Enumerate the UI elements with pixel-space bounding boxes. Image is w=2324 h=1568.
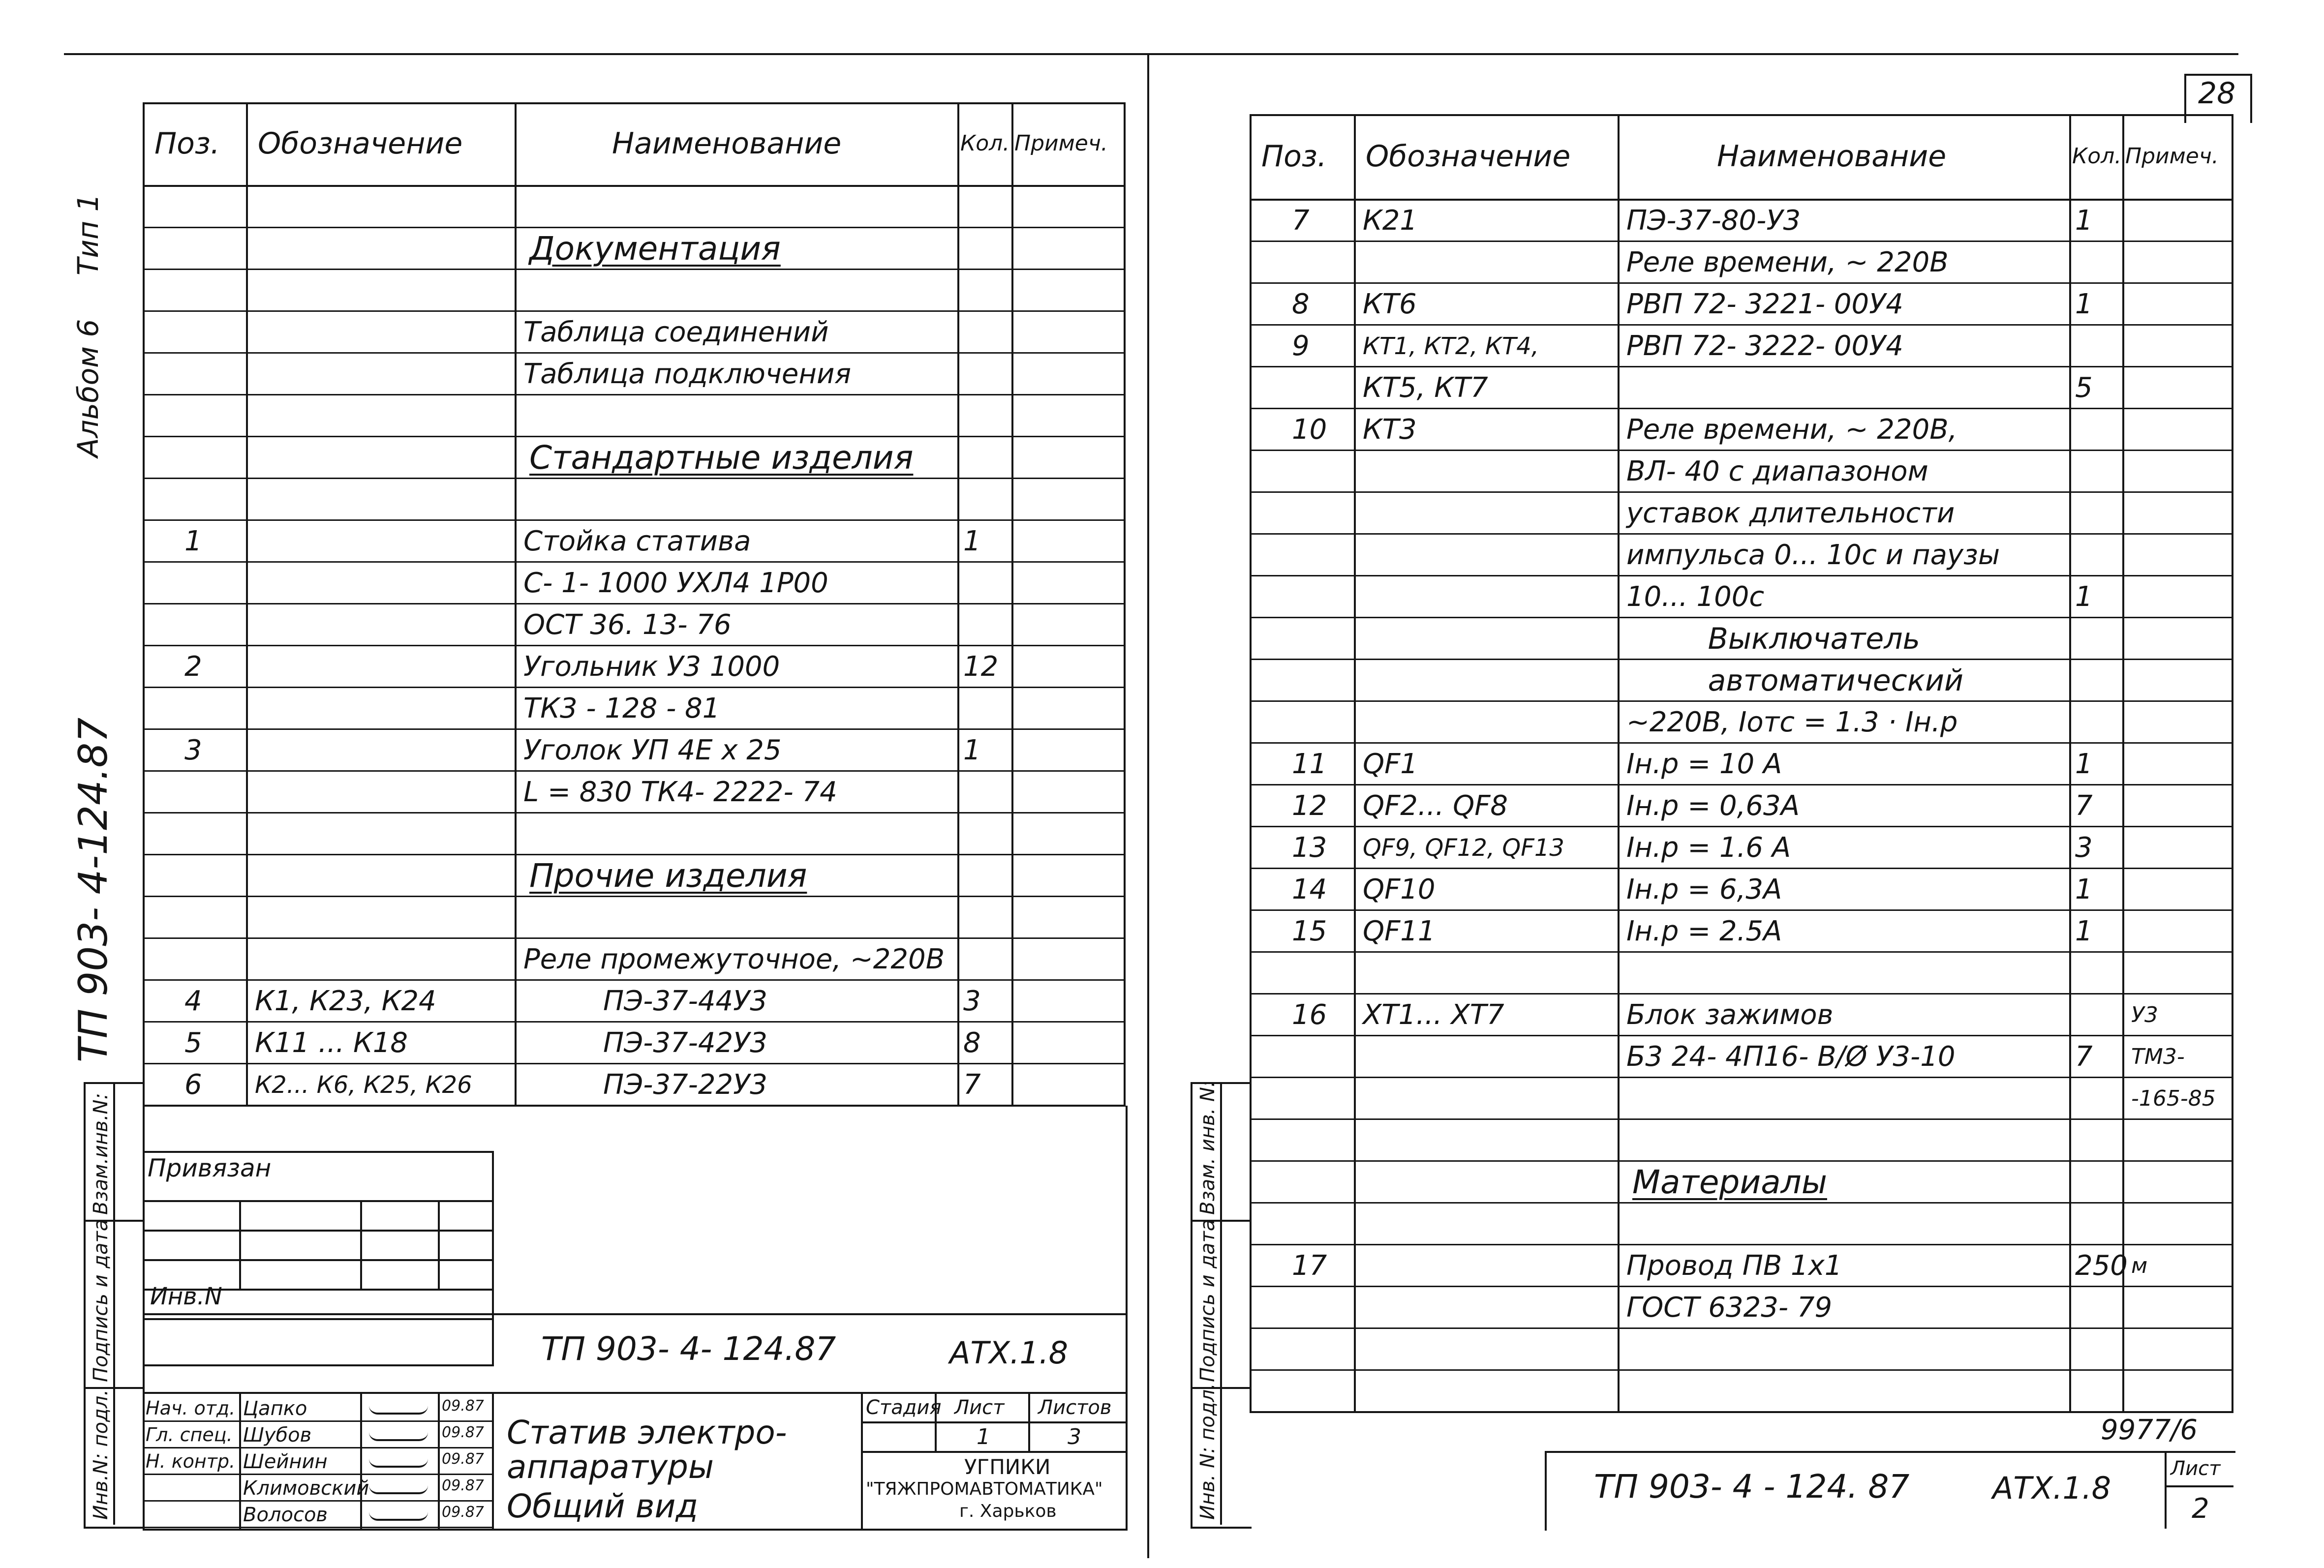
signature-role: Гл. спец. (146, 1424, 233, 1446)
right-row-line (1250, 784, 2233, 785)
inv-row (143, 1318, 494, 1320)
right-spec-table (1250, 114, 2233, 1411)
right-pos-cell: 17 (1292, 1249, 1327, 1282)
right-row-line (1250, 1160, 2233, 1162)
left-row-line (143, 352, 1126, 354)
right-header-note: Примеч. (2125, 144, 2219, 169)
right-row-line (1250, 1286, 2233, 1287)
right-name-cell: импульса 0... 10с и паузы (1626, 539, 2000, 571)
left-name-cell: ПЭ-37-44У3 (603, 985, 767, 1017)
left-row-line (143, 1063, 1126, 1064)
left-row-line (143, 979, 1126, 981)
signature-name: Климовский (243, 1477, 369, 1500)
linked-col-3 (438, 1200, 440, 1290)
right-pos-cell: 7 (1292, 204, 1310, 237)
stage-col-2 (1028, 1392, 1030, 1453)
right-sheet-row (2165, 1485, 2233, 1487)
left-row-line (143, 728, 1126, 730)
left-name-cell: Таблица подключения (523, 358, 852, 390)
right-row-line (1250, 533, 2233, 535)
right-name-cell: ПЭ-37-80-У3 (1626, 204, 1801, 237)
org-line-3: г. Харьков (959, 1501, 1057, 1521)
right-row-line (1250, 1244, 2233, 1245)
right-col-line (1354, 114, 1356, 1411)
right-name-cell: 10... 100с (1626, 580, 1765, 613)
left-header-designation: Обозначение (258, 126, 463, 161)
right-row-line (1250, 1077, 2233, 1078)
sig-col-4 (492, 1392, 494, 1529)
right-stamp-inv: Инв. N: подл. (1196, 1383, 1219, 1520)
top-border-line (64, 53, 2238, 55)
right-name-cell: Провод ПВ 1х1 (1626, 1249, 1842, 1282)
left-pos-cell: 5 (184, 1026, 202, 1059)
right-pos-cell: 15 (1292, 915, 1327, 947)
right-row-line (1250, 575, 2233, 576)
right-designation-cell: КТ6 (1363, 288, 1417, 320)
left-name-cell: Уголок УП 4Е х 25 (523, 734, 782, 766)
right-row-line (1250, 366, 2233, 367)
right-name-cell: Реле времени, ~ 220В, (1626, 413, 1957, 446)
album-label: Альбом 6 (71, 319, 105, 457)
right-designation-cell: QF9, QF12, QF13 (1363, 834, 1564, 862)
right-stamp-inner (1220, 1082, 1222, 1525)
right-designation-cell: К21 (1363, 204, 1418, 237)
archive-number: 9977/6 (2101, 1414, 2198, 1446)
left-name-cell: Реле промежуточное, ~220В (523, 943, 945, 975)
handwritten-signature (369, 1485, 428, 1494)
right-row-line (1250, 868, 2233, 869)
left-qty-cell: 7 (963, 1068, 981, 1101)
left-row-line (143, 770, 1126, 772)
right-designation-cell: QF10 (1363, 873, 1436, 905)
right-qty-cell: 5 (2075, 371, 2093, 404)
left-qty-cell: 1 (963, 734, 981, 766)
left-qty-cell: 8 (963, 1026, 981, 1059)
left-header-name: Наименование (612, 126, 842, 161)
left-name-cell: ТК3 - 128 - 81 (523, 692, 720, 724)
left-pos-cell: 4 (184, 985, 202, 1017)
sheet-number: 28 (2198, 76, 2236, 111)
sig-col-3 (438, 1392, 440, 1529)
sheet-label: Лист (954, 1396, 1005, 1419)
stage-box-left (861, 1392, 863, 1529)
right-pos-cell: 10 (1292, 413, 1327, 446)
left-name-cell: Таблица соединений (523, 316, 829, 348)
signature-row-line (143, 1420, 492, 1422)
linked-row-3 (143, 1259, 494, 1261)
right-row-line (1250, 324, 2233, 326)
right-header-pos: Поз. (1261, 139, 1327, 174)
right-name-cell: Iн.р = 1.6 А (1626, 831, 1791, 864)
right-name-cell: автоматический (1708, 663, 1963, 698)
right-row-line (1250, 909, 2233, 911)
signature-role: Нач. отд. (146, 1397, 236, 1419)
left-row-line (143, 310, 1126, 312)
right-row-line (1250, 408, 2233, 409)
right-row-line (1250, 1369, 2233, 1371)
left-spec-table (143, 102, 1126, 1105)
handwritten-signature (369, 1512, 428, 1521)
right-row-line (1250, 241, 2233, 242)
right-qty-cell: 3 (2075, 831, 2093, 864)
inv-label: Инв.N (150, 1283, 222, 1310)
left-row-line (143, 896, 1126, 897)
right-designation-cell: КТ1, КТ2, КТ4, (1363, 332, 1539, 360)
right-designation-cell: КТ3 (1363, 413, 1417, 446)
right-sheet-value: 2 (2192, 1493, 2209, 1525)
right-name-cell: уставок длительности (1626, 497, 1955, 529)
signature-row-line (143, 1527, 492, 1528)
left-stamp-inner (113, 1082, 115, 1525)
right-row-line (1250, 1327, 2233, 1329)
right-row-line (1250, 742, 2233, 744)
left-row-line (143, 812, 1126, 814)
right-name-cell: РВП 72- 3222- 00У4 (1626, 330, 1903, 362)
right-row-line (1250, 1202, 2233, 1204)
right-pos-cell: 14 (1292, 873, 1327, 905)
project-code-vertical: ТП 903- 4-124.87 (70, 717, 116, 1062)
right-col-line (2122, 114, 2124, 1411)
right-name-cell: ГОСТ 6323- 79 (1626, 1291, 1833, 1324)
sheets-label: Листов (1038, 1396, 1112, 1419)
right-sheet-label: Лист (2171, 1457, 2221, 1480)
left-pos-cell: 6 (184, 1068, 202, 1101)
left-name-cell: ОСТ 36. 13- 76 (523, 608, 732, 641)
right-row-line (1250, 951, 2233, 953)
right-col-line (1618, 114, 1620, 1411)
left-row-line (143, 227, 1126, 228)
right-note-cell: У3 (2131, 1002, 2158, 1027)
left-row-line (143, 436, 1126, 437)
left-document-code: ТП 903- 4- 124.87 (541, 1330, 836, 1368)
sig-col-2 (360, 1392, 362, 1529)
right-note-cell: м (2131, 1253, 2148, 1278)
left-name-cell: С- 1- 1000 УХЛ4 1Р00 (523, 567, 828, 599)
left-qty-cell: 12 (963, 650, 999, 683)
left-designation-cell: К1, К23, К24 (255, 985, 436, 1017)
right-qty-cell: 1 (2075, 873, 2093, 905)
handwritten-signature (369, 1459, 428, 1468)
right-name-cell: Iн.р = 6,3А (1626, 873, 1782, 905)
left-header-pos: Поз. (154, 126, 220, 161)
title-line-2: аппаратуры (507, 1448, 714, 1486)
right-name-cell: Реле времени, ~ 220В (1626, 246, 1949, 278)
right-note-cell: -165-85 (2131, 1086, 2216, 1111)
right-note-cell: ТМ3- (2131, 1044, 2185, 1069)
left-stamp-inv: Инв.N: подл. (90, 1389, 112, 1520)
signature-row-line (143, 1474, 492, 1475)
stage-label: Стадия (866, 1396, 942, 1419)
handwritten-signature (369, 1406, 428, 1415)
right-row-line (1250, 617, 2233, 618)
left-row-line (143, 603, 1126, 604)
left-header-line (143, 185, 1126, 187)
right-designation-cell: QF11 (1363, 915, 1436, 947)
code-row-bottom (143, 1392, 1126, 1394)
right-row-line (1250, 450, 2233, 451)
right-qty-cell: 250 (2075, 1249, 2128, 1282)
linked-row-1 (143, 1200, 494, 1202)
right-name-cell: Iн.р = 0,63А (1626, 789, 1800, 822)
left-name-cell: Стандартные изделия (529, 438, 914, 477)
right-pos-cell: 9 (1292, 330, 1310, 362)
right-header-name: Наименование (1716, 139, 1947, 174)
right-designation-cell: ХТ1... ХТ7 (1363, 998, 1504, 1031)
left-pos-cell: 1 (184, 525, 202, 557)
right-name-cell: ВЛ- 40 с диапазоном (1626, 455, 1928, 487)
right-row-line (1250, 491, 2233, 493)
left-qty-cell: 1 (963, 525, 981, 557)
linked-label: Привязан (148, 1154, 272, 1182)
signature-name: Цапко (243, 1397, 307, 1420)
left-stamp-replace: Взам.инв.N: (90, 1093, 112, 1215)
left-name-cell: ПЭ-37-42У3 (603, 1026, 767, 1059)
right-pos-cell: 12 (1292, 789, 1327, 822)
right-qty-cell: 1 (2075, 204, 2093, 237)
right-row-line (1250, 826, 2233, 827)
right-header-line (1250, 199, 2233, 201)
right-name-cell: Iн.р = 10 А (1626, 748, 1782, 780)
right-qty-cell: 7 (2075, 1040, 2093, 1073)
right-stamp-sign: Подпись и дата (1196, 1219, 1219, 1382)
left-stamp-sign: Подпись и дата (90, 1219, 112, 1382)
left-pos-cell: 3 (184, 734, 202, 766)
left-name-cell: ПЭ-37-22У3 (603, 1068, 767, 1101)
signature-row-line (143, 1500, 492, 1502)
left-header-note: Примеч. (1014, 131, 1108, 156)
right-row-line (1250, 993, 2233, 995)
signature-date: 09.87 (442, 1504, 484, 1521)
left-header-qty: Кол. (960, 131, 1010, 156)
right-name-cell: Выключатель (1708, 621, 1921, 656)
right-designation-cell: QF2... QF8 (1363, 789, 1508, 822)
right-name-cell: Iн.р = 2.5А (1626, 915, 1782, 947)
linked-box (143, 1151, 494, 1366)
signature-date: 09.87 (442, 1424, 484, 1441)
right-header-qty: Кол. (2072, 144, 2122, 169)
title-line-3: Общий вид (507, 1487, 699, 1525)
right-row-line (1250, 700, 2233, 702)
sheet-value: 1 (977, 1424, 990, 1449)
left-pos-cell: 2 (184, 650, 202, 683)
right-name-cell: Материалы (1632, 1163, 1827, 1201)
right-qty-cell: 1 (2075, 580, 2093, 613)
title-line-1: Статив электро- (507, 1414, 787, 1451)
org-line-1: УГПИКИ (964, 1455, 1051, 1479)
left-designation-cell: К2... К6, К25, К26 (255, 1071, 472, 1099)
signature-date: 09.87 (442, 1450, 484, 1468)
left-name-cell: Прочие изделия (529, 856, 807, 895)
left-row-line (143, 687, 1126, 688)
left-row-line (143, 645, 1126, 646)
right-row-line (1250, 282, 2233, 284)
right-row-line (1250, 1035, 2233, 1036)
left-row-line (143, 269, 1126, 270)
linked-col-2 (360, 1200, 362, 1290)
right-pos-cell: 16 (1292, 998, 1327, 1031)
right-designation-cell: КТ5, КТ7 (1363, 371, 1488, 404)
left-name-cell: Угольник У3 1000 (523, 650, 780, 683)
right-row-line (1250, 1411, 2233, 1413)
right-row-line (1250, 659, 2233, 660)
type-label: Тип 1 (71, 193, 105, 275)
right-pos-cell: 8 (1292, 288, 1310, 320)
signature-role: Н. контр. (146, 1450, 236, 1472)
sig-col-1 (239, 1392, 241, 1529)
left-designation-cell: К11 ... К18 (255, 1026, 408, 1059)
right-name-cell: ~220В, Iотс = 1.3 · Iн.р (1626, 706, 1958, 738)
org-line-2: "ТЯЖПРОМАВТОМАТИКА" (866, 1479, 1103, 1499)
page-fold-line (1147, 53, 1149, 1558)
signature-row-line (143, 1447, 492, 1448)
code-row-top (143, 1313, 1126, 1315)
signature-date: 09.87 (442, 1397, 484, 1415)
right-row-line (1250, 1118, 2233, 1120)
signature-name: Шейнин (243, 1450, 328, 1473)
right-name-cell: РВП 72- 3221- 00У4 (1626, 288, 1903, 320)
left-row-line (143, 478, 1126, 479)
right-qty-cell: 1 (2075, 288, 2093, 320)
right-name-cell: Блок зажимов (1626, 998, 1834, 1031)
right-pos-cell: 13 (1292, 831, 1327, 864)
left-row-line (143, 394, 1126, 395)
linked-row-2 (143, 1230, 494, 1232)
right-qty-cell: 7 (2075, 789, 2093, 822)
linked-col-1 (239, 1200, 241, 1290)
signature-name: Шубов (243, 1424, 312, 1447)
right-name-cell: Б3 24- 4П16- В/Ø У3-10 (1626, 1040, 1956, 1073)
left-row-line (143, 854, 1126, 855)
right-header-designation: Обозначение (1366, 139, 1571, 174)
right-qty-cell: 1 (2075, 915, 2093, 947)
left-row-line (143, 1021, 1126, 1023)
left-row-line (143, 519, 1126, 521)
right-stamp-replace: Взам. инв. N: (1196, 1080, 1219, 1215)
right-sheet-col (2165, 1451, 2167, 1529)
right-col-line (2069, 114, 2071, 1411)
signature-date: 09.87 (442, 1477, 484, 1494)
sheets-value: 3 (1068, 1424, 1081, 1449)
right-qty-cell: 1 (2075, 748, 2093, 780)
signature-name: Волосов (243, 1504, 328, 1526)
stage-row-2 (861, 1451, 1126, 1453)
handwritten-signature (369, 1432, 428, 1441)
left-name-cell: L = 830 ТК4- 2222- 74 (523, 776, 837, 808)
left-name-cell: Документация (529, 229, 781, 268)
right-document-code: ТП 903- 4 - 124. 87 (1594, 1468, 1910, 1506)
stage-row-1 (861, 1421, 1126, 1423)
left-row-line (143, 937, 1126, 939)
left-qty-cell: 3 (963, 985, 981, 1017)
right-sheet-code: АТХ.1.8 (1992, 1470, 2111, 1506)
left-sheet-code: АТХ.1.8 (949, 1335, 1069, 1371)
left-name-cell: Стойка статива (523, 525, 751, 557)
right-designation-cell: QF1 (1363, 748, 1418, 780)
right-pos-cell: 11 (1292, 748, 1327, 780)
left-row-line (143, 561, 1126, 563)
